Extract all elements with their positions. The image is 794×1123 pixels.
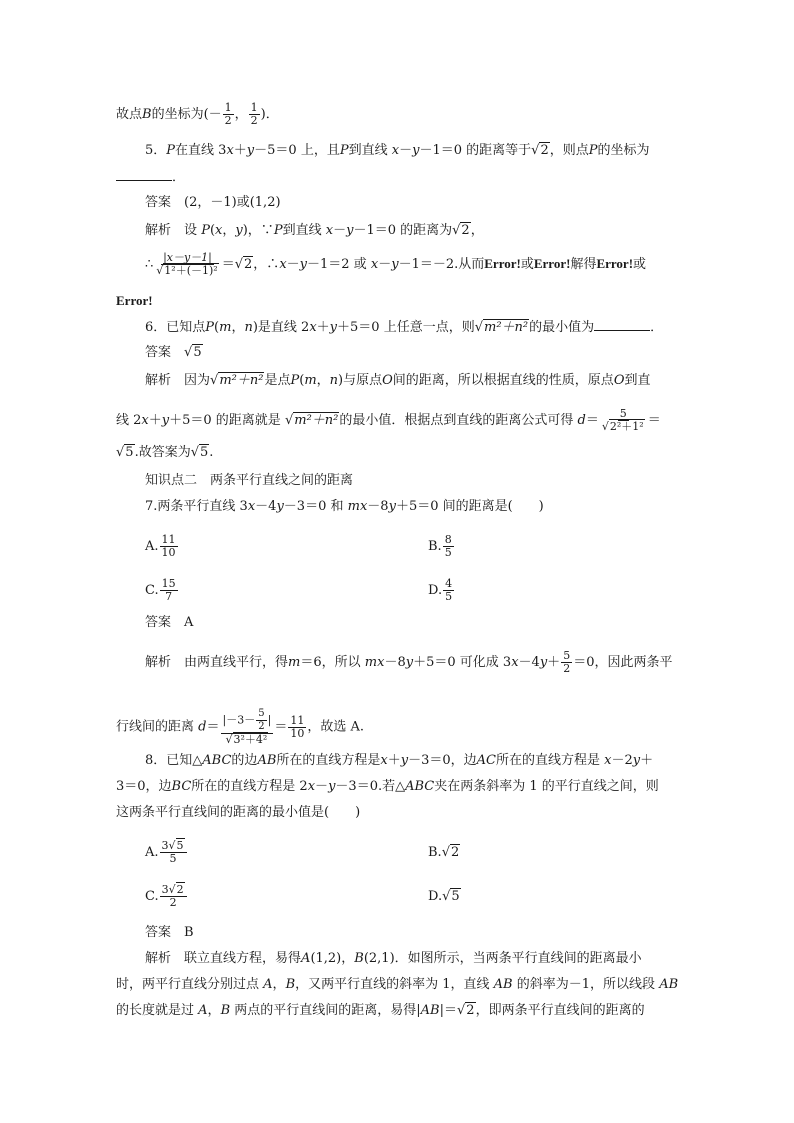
var: y — [161, 413, 170, 428]
num: 11 — [290, 713, 305, 727]
radicand: m²＋n² — [294, 413, 339, 428]
question-5-line-1: 5．P在直线 3x＋y－5＝0 上，且P到直线 x－y－1＝0 的距离等于√2，则点P的坐标为 — [145, 143, 650, 158]
den: 5 — [169, 852, 177, 865]
var: P — [166, 143, 176, 158]
option-label: B. — [428, 845, 442, 860]
text: 8．已知△ — [145, 753, 203, 768]
text: 5． — [145, 143, 167, 158]
text: 3＝0，边 — [116, 779, 172, 794]
fraction — [256, 708, 266, 733]
text: )． — [260, 107, 279, 122]
text: ＝6，所以 — [300, 655, 361, 670]
text: 所在的直线方程是 — [276, 753, 381, 768]
den — [223, 734, 270, 746]
text: ，即两条平行直线间的距离的 — [475, 1003, 645, 1018]
sqrt: √2 — [457, 1003, 475, 1018]
var: y — [235, 223, 243, 238]
text: 因为 — [184, 373, 211, 388]
text: |－3－ — [222, 713, 256, 727]
option-label: A. — [145, 845, 159, 860]
answer-label: 答案 — [145, 345, 172, 360]
var: d — [198, 719, 207, 735]
var: ABC — [202, 753, 232, 768]
answer-6 — [145, 344, 203, 362]
var: m — [288, 655, 301, 670]
fraction — [288, 715, 306, 740]
radicand: 2 — [176, 883, 184, 896]
radicand: m²＋n² — [219, 373, 264, 388]
var: x — [377, 655, 385, 670]
fraction — [443, 534, 454, 559]
text: － — [315, 779, 329, 794]
solution-label: 解析 — [145, 655, 172, 670]
question-8-line-3 — [116, 804, 360, 822]
question-8-line-1: 8．已知△ABC的边AB所在的直线方程是x＋y－3＝0，边AC所在的直线方程是 x－2y＋ — [145, 753, 654, 768]
radicand: 5 — [125, 445, 134, 460]
sqrt: √m²＋n² — [474, 320, 529, 335]
text: 解得 — [570, 257, 597, 272]
q7-option-d[interactable] — [428, 578, 455, 603]
q8-option-d[interactable] — [428, 888, 461, 906]
text: ＋ — [233, 143, 247, 158]
text: ＝ — [647, 413, 661, 428]
solution-label: 解析 — [145, 951, 172, 966]
fraction — [223, 102, 234, 127]
sqrt: √5 — [190, 445, 209, 460]
den: 10 — [290, 726, 305, 740]
text: ，故选 A. — [307, 719, 364, 735]
option-label: D. — [428, 889, 443, 904]
var: AB — [493, 977, 513, 992]
fraction — [561, 650, 572, 675]
text: (1,2)， — [310, 951, 355, 966]
sqrt: √2 — [531, 143, 549, 158]
text: ＋ — [547, 655, 561, 670]
text: ＋5＝0 可化成 3 — [413, 655, 512, 670]
var: x — [247, 499, 256, 514]
num — [221, 708, 274, 734]
text: 的最小值．根据点到直线的距离公式可得 — [339, 413, 574, 428]
radicand: 5 — [193, 345, 202, 360]
var: y — [299, 257, 308, 272]
text: －3＝0 和 — [283, 499, 344, 514]
var: m — [364, 655, 378, 670]
text: 故点 — [116, 107, 143, 122]
text: －2 — [611, 753, 633, 768]
text: .故答案为 — [134, 445, 191, 460]
fraction — [160, 840, 187, 865]
var: BC — [171, 779, 192, 794]
num: 1 — [224, 101, 232, 114]
den: 7 — [165, 590, 173, 603]
text: | — [267, 713, 272, 727]
text: －1＝0 的距离为 — [353, 223, 453, 238]
answer-blank — [116, 168, 172, 181]
solution-6-line-2: 线 2x＋y＋5＝0 的距离就是 √m²＋n²的最小值．根据点到直线的距离公式可得 d＝ $\frac{5}{\text{√2²＋1²}}$ ＝ — [116, 407, 661, 433]
text: 6．已知点 — [145, 320, 206, 335]
text: 或 — [633, 257, 647, 272]
option-label: D. — [428, 583, 443, 598]
solution-6-line-3 — [116, 444, 213, 462]
text: ＋5＝0 间的距离是( ) — [395, 499, 544, 514]
error-text: Error! — [484, 256, 521, 271]
text: －5＝0 上，且 — [254, 143, 340, 158]
var: m — [219, 320, 232, 335]
radicand: m²＋n² — [484, 320, 529, 335]
var: y — [246, 143, 255, 158]
radicand: 2 — [461, 223, 470, 238]
text: ( — [209, 223, 216, 238]
var: P — [273, 223, 283, 238]
sqrt: √2²＋1² — [601, 420, 644, 433]
text: －3＝0.若△ — [335, 779, 406, 794]
text: |＝ — [439, 1003, 457, 1018]
solution-label: 解析 — [145, 223, 172, 238]
text: 联立直线方程，易得 — [184, 951, 302, 966]
den: 2 — [563, 662, 571, 675]
text: 夹在两条斜率为 1 的平行直线之间，则 — [434, 779, 659, 794]
den: 2 — [169, 896, 177, 909]
q7-option-c[interactable] — [145, 578, 179, 603]
coef: 3 — [161, 839, 169, 852]
text: ＝ — [274, 719, 288, 735]
text: 或 — [520, 257, 534, 272]
text: ， — [222, 223, 236, 238]
var: AB — [659, 977, 679, 992]
fraction — [443, 578, 454, 603]
fraction — [160, 534, 178, 559]
text: ． — [172, 170, 186, 185]
answer-value: B — [184, 925, 194, 940]
var: AC — [476, 753, 497, 768]
text: ， — [234, 107, 248, 122]
section-heading — [145, 472, 353, 490]
question-5-line-2 — [116, 168, 185, 187]
var: P — [588, 143, 598, 158]
text: ＝0，因此两条平 — [573, 655, 673, 670]
text: ＝ — [585, 413, 599, 428]
var: A — [301, 951, 311, 966]
den — [600, 421, 647, 433]
text: 设 — [184, 223, 198, 238]
text: ，又两平行直线的斜率为 1，直线 — [295, 977, 490, 992]
sqrt: √5 — [184, 345, 202, 360]
text: 这两条平行直线间的距离的最小值是( ) — [116, 805, 361, 820]
fraction — [249, 102, 260, 127]
fraction — [221, 708, 274, 746]
answer-label: 答案 — [145, 195, 172, 210]
sqrt: √5 — [116, 445, 134, 460]
num: 11 — [161, 533, 176, 546]
var: x — [215, 223, 223, 238]
den — [154, 265, 220, 277]
var: P — [205, 320, 215, 335]
text: )，∵ — [242, 223, 274, 238]
radicand: 5 — [200, 445, 209, 460]
text: ， — [272, 977, 286, 992]
solution-6-line-1: 解析 因为√m²＋n²是点P(m，n)与原点O间的距离，所以根据直线的性质，原点O到直 — [145, 373, 651, 388]
solution-5-line-1: 解析 设 P(x，y)，∵P到直线 x－y－1＝0 的距离为√2， — [145, 223, 484, 238]
den: 5 — [445, 590, 453, 603]
answer-value: A — [184, 615, 194, 630]
fraction — [160, 884, 187, 909]
sqrt: √1²＋(－1)² — [156, 264, 218, 277]
var: B — [220, 1003, 231, 1018]
var: y — [539, 655, 548, 670]
q8-option-c[interactable] — [145, 884, 188, 909]
text: ∴ — [145, 257, 154, 272]
question-6: 6．已知点P(m，n)是直线 2x＋y＋5＝0 上任意一点，则√m²＋n²的最小值为 ． — [145, 320, 664, 335]
text: 的边 — [231, 753, 258, 768]
text: ＝ — [206, 719, 220, 735]
text: 的坐标为 — [597, 143, 650, 158]
text: 行线间的距离 — [116, 719, 195, 735]
radicand: 5 — [176, 839, 184, 852]
q8-option-b[interactable] — [428, 844, 460, 862]
var: A — [263, 977, 273, 992]
var: AB — [420, 1003, 440, 1018]
var: P — [290, 373, 300, 388]
text: ( — [214, 320, 220, 335]
var: O — [613, 373, 625, 388]
var: x — [279, 257, 287, 272]
var: B — [142, 107, 152, 122]
answer-7 — [145, 614, 193, 632]
var: x — [380, 753, 388, 768]
radicand: 2 — [540, 143, 549, 158]
option-label: C. — [145, 889, 159, 904]
solution-8-line-1 — [145, 950, 642, 968]
coef: 3 — [161, 883, 169, 896]
num: 5 — [619, 407, 627, 420]
radicand: 2 — [450, 845, 460, 860]
var: x — [141, 413, 149, 428]
den: 5 — [444, 546, 452, 559]
error-text: Error! — [116, 293, 153, 308]
answer-value: (2，－1)或(1,2) — [184, 195, 281, 210]
q7-option-a[interactable] — [145, 534, 179, 559]
answer-8 — [145, 924, 194, 942]
fraction — [154, 252, 220, 277]
var: m — [304, 373, 317, 388]
text: 所在的直线方程是 — [496, 753, 601, 768]
text: ． — [650, 320, 664, 335]
num: 5 — [258, 708, 265, 719]
sqrt: √2 — [168, 883, 184, 896]
var: x — [604, 753, 612, 768]
answer-blank — [594, 318, 650, 331]
solution-7-line-1 — [145, 650, 672, 675]
fraction — [160, 578, 178, 603]
var: y — [391, 257, 399, 272]
var: ABC — [405, 779, 435, 794]
den: 10 — [161, 546, 176, 559]
radicand: 1²＋(－1)² — [164, 264, 218, 277]
text: ，则点 — [549, 143, 589, 158]
var: y — [346, 223, 354, 238]
text: 是点 — [264, 373, 291, 388]
den: 2 — [250, 114, 258, 127]
var: AB — [257, 753, 277, 768]
var: x — [359, 499, 368, 514]
sqrt: √2 — [234, 257, 253, 272]
var: x — [370, 257, 379, 272]
var: y — [276, 499, 284, 514]
text: )是直线 2 — [252, 320, 310, 335]
radicand: 2 — [244, 257, 253, 272]
text: ， — [207, 1003, 221, 1018]
var: O — [382, 373, 393, 388]
num: 4 — [445, 577, 453, 590]
num: |x－y－1| — [163, 251, 212, 264]
sqrt: √m²＋n² — [284, 413, 339, 428]
text: 的坐标为(－ — [151, 107, 222, 122]
text: ， — [316, 373, 330, 388]
text: ， — [231, 320, 245, 335]
solution-label: 解析 — [145, 373, 172, 388]
text: 到直 — [624, 373, 651, 388]
text: ＋ — [387, 753, 401, 768]
var: A — [198, 1003, 208, 1018]
var: P — [201, 223, 210, 238]
question-7 — [145, 498, 544, 516]
text: ＋5＝0 的距离就是 — [169, 413, 281, 428]
var: y — [329, 320, 338, 335]
var: n — [244, 320, 253, 335]
text: 线 2 — [116, 413, 142, 428]
var: P — [339, 143, 349, 158]
error-text: Error! — [596, 256, 634, 271]
var: n — [329, 373, 339, 388]
error-text: Error! — [533, 256, 571, 271]
var: y — [388, 499, 396, 514]
text: －3＝0，边 — [408, 753, 477, 768]
answer-label: 答案 — [145, 615, 172, 630]
text: 到直线 — [348, 143, 388, 158]
sqrt: √5 — [168, 839, 184, 852]
text: 所在的直线方程是 2 — [191, 779, 308, 794]
num: 8 — [444, 533, 452, 546]
var: d — [577, 413, 586, 428]
text: ＝ — [221, 257, 235, 272]
text: －1＝－2.从而 — [398, 257, 485, 272]
answer-label: 答案 — [145, 925, 172, 940]
var: x — [391, 143, 400, 158]
solution-5-line-2: ∴ $\frac{|x-y-1|}{\text{√1²＋(－1)²}}$ ＝√2，∴x－y－1＝2 或 x－y－1＝－2.从而Error!或Error!解得Error!或 — [145, 251, 647, 277]
solution-5-line-3 — [116, 292, 153, 311]
q7-option-b[interactable] — [428, 534, 455, 559]
section-title: 知识点二 两条平行直线之间的距离 — [145, 473, 354, 488]
solution-8-line-2 — [116, 976, 678, 994]
var: x — [325, 223, 334, 238]
sqrt: √3²＋4² — [225, 733, 268, 746]
num: 5 — [563, 649, 571, 662]
q8-option-a[interactable] — [145, 840, 188, 865]
text: 时，两平行直线分别过点 — [116, 977, 260, 992]
radicand: 5 — [451, 889, 460, 904]
text: ＋5＝0 上任意一点，则 — [337, 320, 475, 335]
solution-7-line-2 — [116, 708, 364, 746]
den: 2 — [258, 721, 265, 732]
var: x — [307, 779, 316, 794]
text: 在直线 3 — [175, 143, 227, 158]
var: y — [412, 143, 420, 158]
text: 与原点 — [343, 373, 383, 388]
option-label: C. — [145, 583, 159, 598]
radicand: 3²＋4² — [233, 733, 268, 746]
sqrt: √2 — [441, 845, 460, 860]
text: ( — [299, 373, 305, 388]
var: m — [347, 499, 360, 514]
option-label: A. — [145, 539, 159, 554]
text: －8 — [384, 655, 406, 670]
var: y — [328, 779, 336, 794]
text: ， — [470, 223, 484, 238]
text: . — [209, 445, 214, 460]
text: 7.两条平行直线 3 — [145, 499, 248, 514]
text: 的长度就是过 — [116, 1003, 195, 1018]
text: －4 — [518, 655, 540, 670]
text: 到直线 — [282, 223, 322, 238]
var: x — [511, 655, 519, 670]
text: －8 — [367, 499, 389, 514]
solution-8-line-3 — [116, 1002, 645, 1020]
num: 15 — [161, 577, 176, 590]
var: y — [632, 753, 641, 768]
text: －1＝0 的距离等于 — [419, 143, 532, 158]
var: B — [285, 977, 296, 992]
question-8-line-2 — [116, 778, 659, 796]
prev-answer-line — [116, 102, 279, 127]
option-label: B. — [428, 539, 442, 554]
text: 两点的平行直线间的距离，易得| — [234, 1003, 421, 1018]
var: x — [226, 143, 234, 158]
text: －1＝2 或 — [307, 257, 367, 272]
text: 的斜率为－1，所以线段 — [516, 977, 656, 992]
var: B — [354, 951, 364, 966]
sqrt: √m²＋n² — [210, 373, 264, 388]
text: 的最小值为 — [529, 320, 595, 335]
var: y — [405, 655, 414, 670]
radicand: 2²＋1² — [609, 420, 644, 433]
fraction — [600, 408, 647, 433]
text: (2,1)．如图所示，当两条平行直线间的距离最小 — [363, 951, 642, 966]
sqrt: √5 — [442, 889, 460, 904]
text: ，∴ — [253, 257, 280, 272]
var: x — [309, 320, 317, 335]
text: 由两直线平行，得 — [184, 655, 289, 670]
text: －4 — [255, 499, 277, 514]
answer-5 — [145, 194, 281, 212]
radicand: 2 — [466, 1003, 475, 1018]
sqrt: √2 — [452, 223, 470, 238]
num: 1 — [250, 101, 258, 114]
den: 2 — [224, 114, 232, 127]
var: y — [400, 753, 409, 768]
text: 间的距离，所以根据直线的性质，原点 — [392, 373, 614, 388]
